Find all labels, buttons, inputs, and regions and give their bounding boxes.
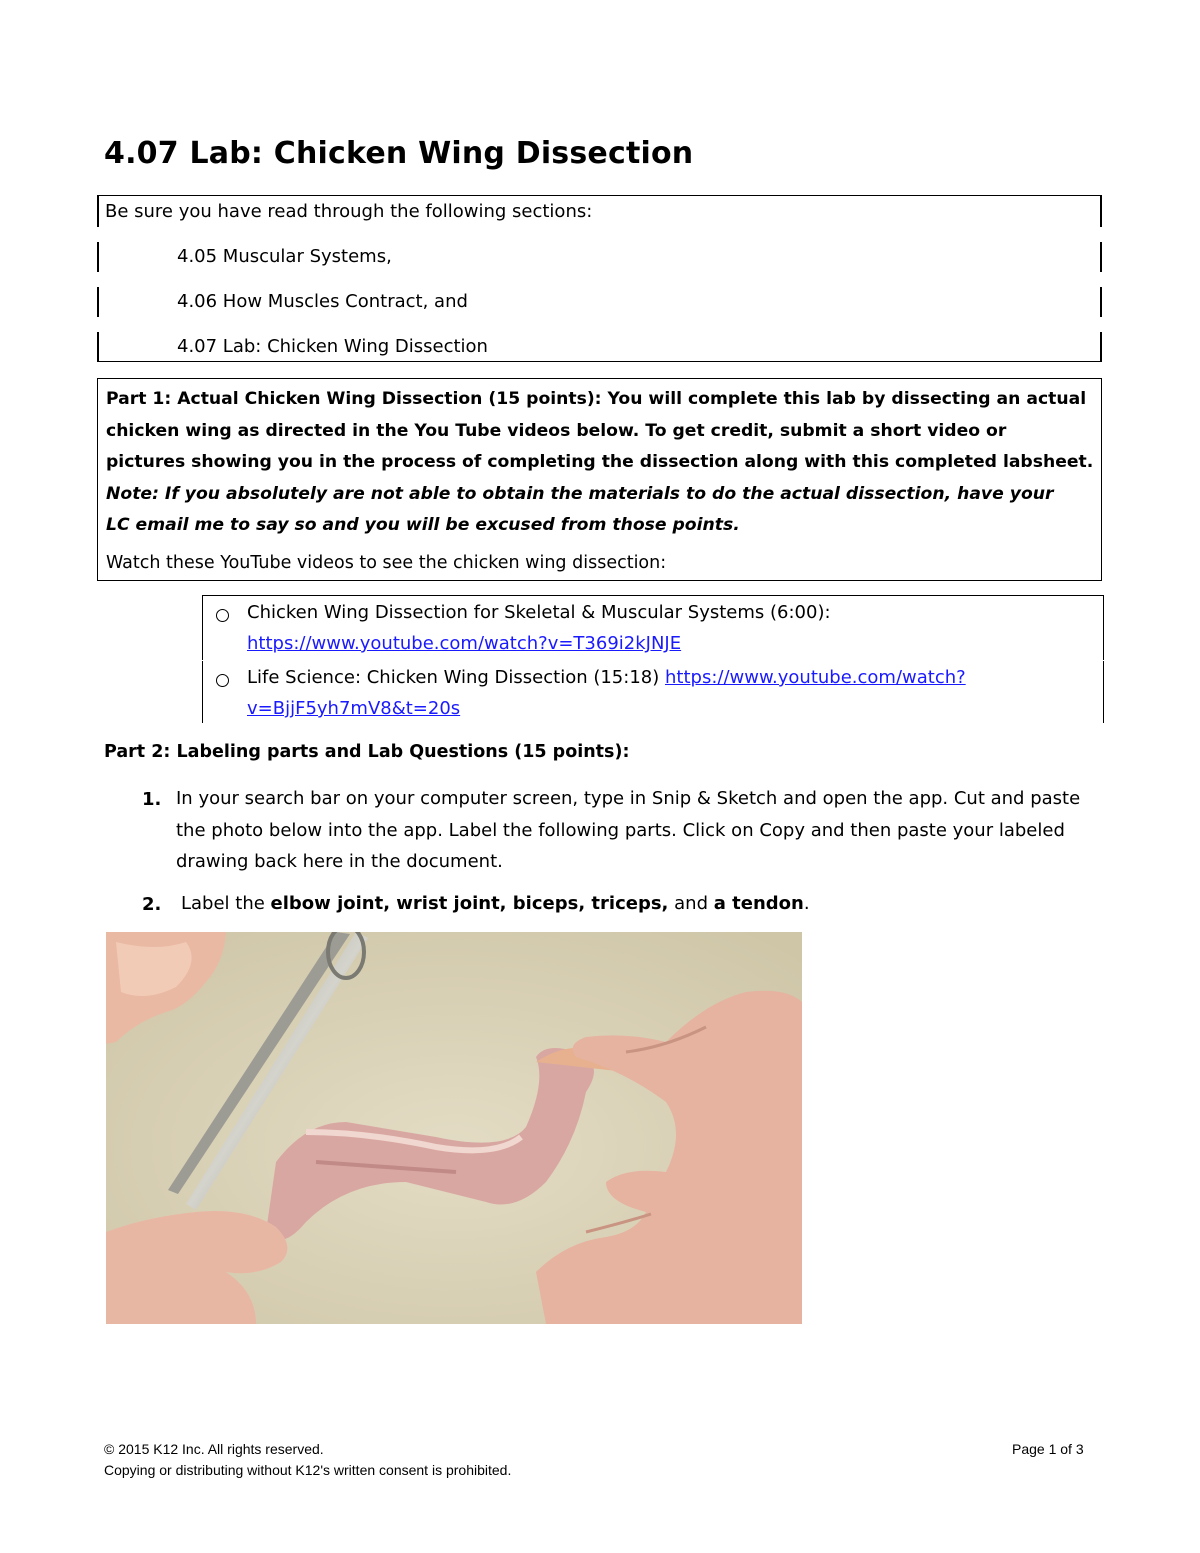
page-title: 4.07 Lab: Chicken Wing Dissection bbox=[104, 136, 694, 171]
video-list-item bbox=[202, 595, 1104, 660]
part1-text bbox=[106, 384, 1094, 542]
part1-note: LC email me to say so and you will be excused from those points. bbox=[106, 515, 740, 535]
question-line: the photo below into the app. Label the following parts. Click on Copy and then paste your labeled bbox=[176, 819, 1065, 841]
video-label: Chicken Wing Dissection for Skeletal & Muscular Systems (6:00): bbox=[247, 602, 831, 623]
prereq-border-left bbox=[97, 332, 99, 362]
prereq-border-right bbox=[1100, 332, 1102, 362]
prereq-border-left bbox=[97, 242, 99, 272]
part1-line: chicken wing as directed in the You Tube videos below. To get credit, submit a short video or bbox=[106, 420, 1007, 441]
question-number: 2. bbox=[142, 894, 162, 915]
prereq-border-left bbox=[97, 287, 99, 317]
question-text: Label the bbox=[181, 893, 271, 914]
footer-notice: Copying or distributing without K12's written consent is prohibited. bbox=[104, 1462, 512, 1478]
dissection-illustration bbox=[106, 932, 802, 1324]
question-2 bbox=[181, 888, 810, 920]
footer-copyright: © 2015 K12 Inc. All rights reserved. bbox=[104, 1441, 324, 1457]
label-terms: a tendon bbox=[713, 893, 804, 914]
question-number: 1. bbox=[142, 789, 162, 810]
video-link[interactable]: https://www.youtube.com/watch? bbox=[665, 667, 966, 688]
part2-heading: Part 2: Labeling parts and Lab Questions (15 points): bbox=[104, 742, 630, 762]
prereq-intro: Be sure you have read through the following sections: bbox=[105, 201, 593, 222]
chicken-wing-photo bbox=[106, 932, 802, 1324]
prereq-border-right bbox=[1100, 242, 1102, 272]
watch-instructions: Watch these YouTube videos to see the chicken wing dissection: bbox=[106, 553, 667, 573]
video-label: Life Science: Chicken Wing Dissection (15:18) bbox=[247, 667, 660, 688]
video-link[interactable]: https://www.youtube.com/watch?v=T369i2kJNJE bbox=[247, 633, 682, 654]
page-number: Page 1 of 3 bbox=[1012, 1441, 1084, 1457]
part1-note: Note: If you absolutely are not able to obtain the materials to do the actual dissection, have your bbox=[106, 483, 1054, 504]
video-list-item bbox=[202, 661, 1104, 723]
part1-box bbox=[97, 378, 1102, 581]
question-1 bbox=[176, 783, 1080, 878]
prereq-item: 4.06 How Muscles Contract, and bbox=[177, 291, 468, 312]
video-line bbox=[247, 667, 966, 688]
part1-line: pictures showing you in the process of completing the dissection along with this completed labsheet. bbox=[106, 452, 1094, 472]
circle-bullet-icon bbox=[216, 674, 229, 687]
question-text: . bbox=[803, 893, 810, 914]
video-link[interactable]: v=BjjF5yh7mV8&t=20s bbox=[247, 698, 461, 719]
question-text: and bbox=[668, 893, 714, 914]
prereq-border-right bbox=[1100, 287, 1102, 317]
prereq-item: 4.05 Muscular Systems, bbox=[177, 246, 392, 267]
question-line: In your search bar on your computer screen, type in Snip & Sketch and open the app. Cut and paste bbox=[176, 788, 1081, 809]
circle-bullet-icon bbox=[216, 609, 229, 622]
question-line: drawing back here in the document. bbox=[176, 851, 503, 872]
prereq-border-left bbox=[97, 195, 99, 227]
prereq-item: 4.07 Lab: Chicken Wing Dissection bbox=[177, 336, 488, 357]
part1-line: Part 1: Actual Chicken Wing Dissection (15 points): You will complete this lab by dissecting an actual bbox=[106, 389, 1087, 409]
prereq-border-right bbox=[1100, 195, 1102, 227]
label-terms: elbow joint, wrist joint, biceps, triceps, bbox=[270, 893, 669, 914]
